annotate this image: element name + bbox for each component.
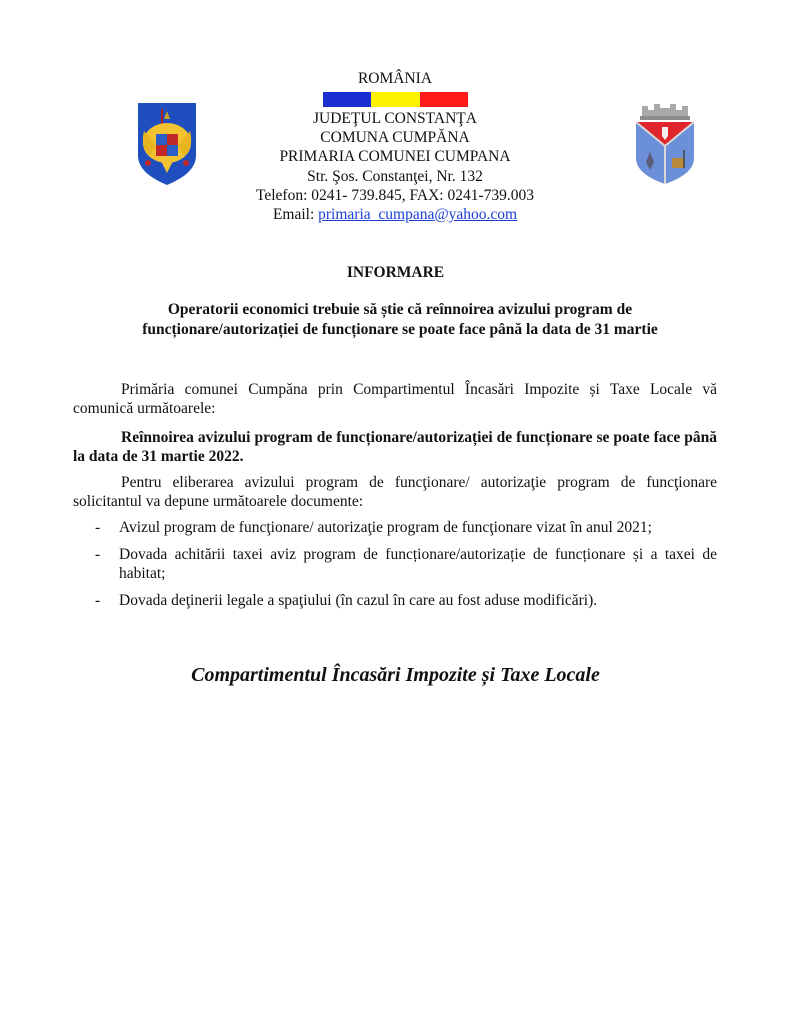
subtitle-line-1: Operatorii economici trebuie să știe că reînnoirea avizului program de bbox=[167, 301, 633, 318]
list-item-text: Dovada deţinerii legale a spaţiului (în cazul în care au fost aduse modificări). bbox=[119, 592, 598, 609]
flag-stripe-red bbox=[420, 92, 468, 107]
county-name: JUDEŢUL CONSTANŢA bbox=[313, 110, 477, 127]
country-name: ROMÂNIA bbox=[357, 70, 433, 87]
email-link[interactable]: primaria_cumpana@yahoo.com bbox=[318, 206, 518, 223]
address: Str. Şos. Constanţei, Nr. 132 bbox=[307, 168, 483, 185]
commune-name: COMUNA CUMPĂNA bbox=[320, 129, 470, 146]
email-line bbox=[230, 206, 560, 224]
intro-paragraph: Primăria comunei Cumpăna prin Compartimentul Încasări Impozite și Taxe Locale vă comunică următoarele: bbox=[73, 381, 717, 417]
document-title: INFORMARE bbox=[346, 264, 445, 281]
documents-list bbox=[73, 518, 717, 618]
subtitle-line-2: funcționare/autorizației de funcționare se poate face până la data de 31 martie bbox=[142, 321, 658, 338]
list-marker: - bbox=[95, 519, 101, 536]
document-subtitle bbox=[60, 300, 740, 340]
phone-fax: Telefon: 0241- 739.845, FAX: 0241-739.003 bbox=[255, 187, 535, 204]
flag-stripe-yellow bbox=[371, 92, 419, 107]
list-item-text: Dovada achitării taxei aviz program de funcționare/autorizație de funcționare și a taxei de habitat; bbox=[119, 546, 717, 582]
list-item bbox=[73, 591, 717, 610]
deadline-paragraph: Reînnoirea avizului program de funcționare/autorizației de funcționare se poate face până la data de 31 martie 2022. bbox=[73, 429, 717, 465]
signature-department: Compartimentul Încasări Impozite și Taxe Locale bbox=[191, 664, 600, 686]
list-marker: - bbox=[95, 546, 101, 563]
list-marker: - bbox=[95, 592, 101, 609]
flag-stripe-blue bbox=[323, 92, 371, 107]
list-item-text: Avizul program de funcţionare/ autorizaţie program de funcţionare vizat în anul 2021; bbox=[119, 519, 652, 536]
requirements-paragraph: Pentru eliberarea avizului program de funcţionare/ autorizaţie program de funcţionare solicitantul va depune următoarele documente: bbox=[73, 474, 717, 510]
town-hall-name: PRIMARIA COMUNEI CUMPANA bbox=[279, 148, 511, 165]
romania-coat-of-arms-icon bbox=[136, 101, 198, 187]
email-label: Email: bbox=[272, 206, 319, 223]
list-item bbox=[73, 545, 717, 583]
cumpana-coat-of-arms-icon bbox=[630, 100, 700, 186]
list-item bbox=[73, 518, 717, 537]
romanian-flag-bar bbox=[323, 92, 468, 107]
